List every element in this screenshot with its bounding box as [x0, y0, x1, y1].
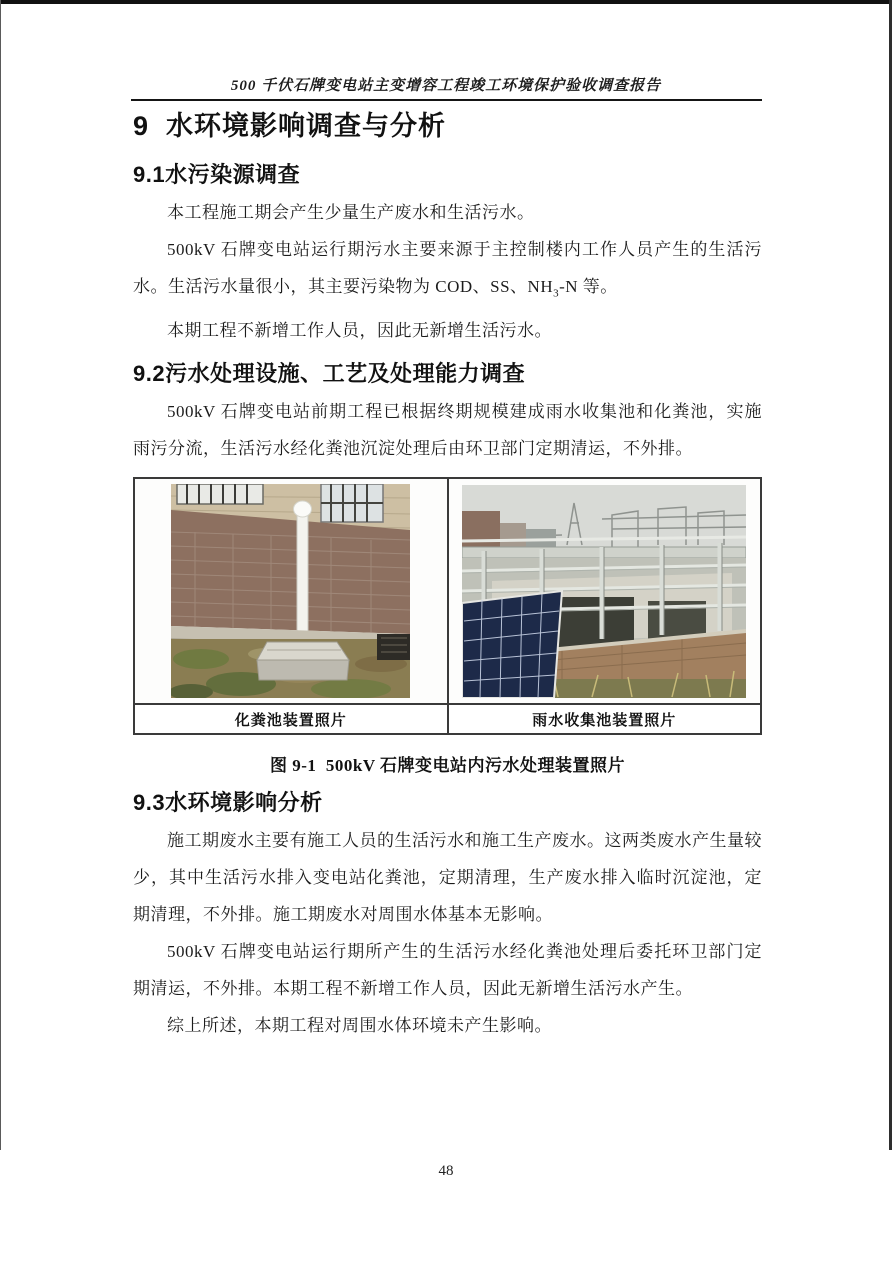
section-9-1-title: 9.1水污染源调查: [133, 162, 301, 187]
paragraph-text: -N 等。: [559, 277, 618, 296]
paragraph-text: 500kV 石牌变电站运行期污水主要来源于主控制楼内工作人员产生的生活污水。生活污水量很小，其主要污染物为 COD、SS、NH: [133, 240, 762, 296]
running-header: 500 千伏石牌变电站主变增容工程竣工环境保护验收调查报告: [230, 78, 662, 94]
rainwater-pool-photo: [462, 485, 746, 698]
scan-edge-left: [0, 0, 1, 1150]
septic-tank-caption: 化粪池装置照片: [134, 704, 448, 734]
figure-photo-row: [134, 478, 761, 704]
scan-edge-top: [0, 0, 892, 4]
section-9-1-paragraph-3: 本期工程不新增工作人员，因此无新增生活污水。: [167, 321, 552, 341]
rainwater-pool-caption: 雨水收集池装置照片: [448, 704, 762, 734]
subscript: 3: [553, 287, 560, 300]
section-9-2-paragraph-1: 500kV 石牌变电站前期工程已根据终期规模建成雨水收集池和化粪池，实施雨污分流，生活污水经化粪池沉淀处理后由环卫部门定期清运，不外排。: [133, 402, 762, 459]
page-content: [133, 98, 762, 1044]
figure-table: [133, 477, 762, 735]
section-9-3-paragraph-2: 500kV 石牌变电站运行期所产生的生活污水经化粪池处理后委托环卫部门定期清运，不外排。本期工程不新增工作人员，因此无新增生活污水产生。: [133, 942, 762, 999]
page-number: 48: [438, 1163, 454, 1179]
figure-caption-row: [134, 704, 761, 734]
section-9-3-paragraph-3: 综上所述，本期工程对周围水体环境未产生影响。: [167, 1016, 552, 1036]
septic-tank-photo: [171, 484, 410, 698]
section-9-3-paragraph-1: 施工期废水主要有施工人员的生活污水和施工生产废水。这两类废水产生量较少，其中生活污水排入变电站化粪池，定期清理，生产废水排入临时沉淀池，定期清理，不外排。施工期废水对周围水体基本无影响。: [133, 831, 762, 925]
section-9-2-title: 9.2污水处理设施、工艺及处理能力调查: [133, 361, 526, 387]
rainwater-pool-photo-cell: [448, 478, 762, 704]
chapter-title: 9 水环境影响调查与分析: [133, 111, 447, 141]
septic-tank-photo-cell: [134, 478, 448, 704]
section-9-1-paragraph-1: 本工程施工期会产生少量生产废水和生活污水。: [167, 203, 535, 222]
figure-title: 图 9-1 500kV 石牌变电站内污水处理装置照片: [269, 756, 626, 776]
section-9-1-paragraph-2: [133, 231, 762, 312]
section-9-3-title: 9.3水环境影响分析: [133, 790, 323, 816]
